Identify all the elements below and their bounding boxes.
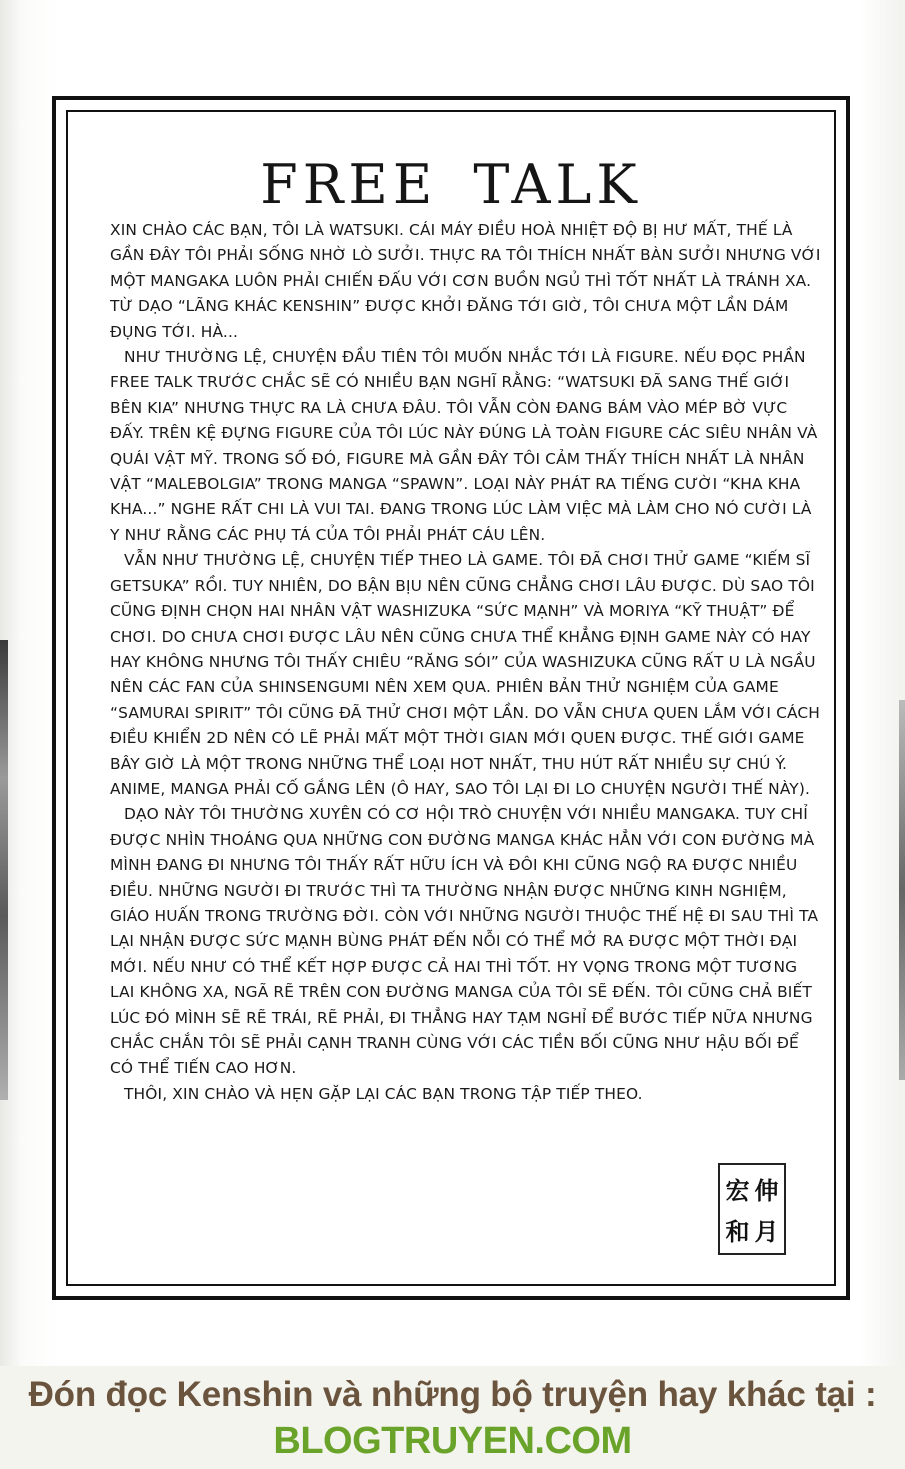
promo-text: Đón đọc Kenshin và những bộ truyện hay khác tại : [28, 1375, 877, 1414]
paragraph-3: VẪN NHƯ THƯỜNG LỆ, CHUYỆN TIẾP THEO LÀ GAME. TÔI ĐÃ CHƠI THỬ GAME “KIẾM SĨ GETSUKA” RỒI. TUY NHIÊN, DO BẬN BỊU NÊN CŨNG CHẲNG CHƠI LÂU ĐƯỢC. DÙ SAO TÔI CŨNG ĐỊNH CHỌN HAI NHÂN VẬT WASHIZUKA “SỨC MẠNH” VÀ MORIYA “KỸ THUẬT” ĐỂ CHƠI. DO CHƯA CHƠI ĐƯỢC LÂU NÊN CŨNG CHƯA THỂ KHẲNG ĐỊNH GAME NÀY CÓ HAY HAY KHÔNG NHƯNG TÔI THẤY CHIÊU “RĂNG SÓI” CỦA WASHIZUKA CŨNG RẤT U LÀ NGẦU NÊN CÁC FAN CỦA SHINSENGUMI NÊN XEM QUA. PHIÊN BẢN THỬ NGHIỆM CỦA GAME “SAMURAI SPIRIT” TÔI CŨNG ĐÃ THỬ CHƠI MỘT LẦN. DO VẪN CHƯA QUEN LẮM VỚI CÁCH ĐIỀU KHIỂN 2D NÊN CÓ LẼ PHẢI MẤT MỘT THỜI GIAN MỚI QUEN ĐƯỢC. THẾ GIỚI GAME BÂY GIỜ LÀ MỘT TRONG NHỮNG THỂ LOẠI HOT NHẤT, THU HÚT RẤT NHIỀU SỰ CHÚ Ý. ANIME, MANGA PHẢI CỐ GẮNG LÊN (Ô HAY, SAO TÔI LẠI ĐI LO CHUYỆN NGƯỜI THẾ NÀY). [110, 551, 820, 798]
author-seal-stamp [718, 1163, 786, 1255]
seal-glyph: 月 [754, 1217, 779, 1246]
page-title: FREE TALK [260, 153, 642, 216]
paragraph-5: THÔI, XIN CHÀO VÀ HẸN GẶP LẠI CÁC BẠN TRONG TẬP TIẾP THEO. [124, 1084, 643, 1103]
seal-glyph: 伸 [754, 1176, 779, 1205]
seal-glyph: 和 [725, 1217, 750, 1246]
site-link[interactable]: BLOGTRUYEN.COM [273, 1420, 632, 1462]
paragraph-4: DẠO NÀY TÔI THƯỜNG XUYÊN CÓ CƠ HỘI TRÒ CHUYỆN VỚI NHIỀU MANGAKA. TUY CHỈ ĐƯỢC NHÌN THOÁNG QUA NHỮNG CON ĐƯỜNG MANGA KHÁC HẲN VỚI CON ĐƯỜNG MÀ MÌNH ĐANG ĐI NHƯNG TÔI THẤY RẤT HỮU ÍCH VÀ ĐÔI KHI CŨNG NGỘ RA ĐƯỢC NHIỀU ĐIỀU. NHỮNG NGƯỜI ĐI TRƯỚC THÌ TA THƯỜNG NHẬN ĐƯỢC NHỮNG KINH NGHIỆM, GIÁO HUẤN TRONG TRƯỜNG ĐỜI. CÒN VỚI NHỮNG NGƯỜI THUỘC THẾ HỆ ĐI SAU THÌ TA LẠI NHẬN ĐƯỢC SỨC MẠNH BÙNG PHÁT ĐẾN NỖI CÓ THỂ MỞ RA ĐƯỢC MỘT THỜI ĐẠI MỚI. NẾU NHƯ CÓ THỂ KẾT HỢP ĐƯỢC CẢ HAI THÌ TỐT. HY VỌNG TRONG MỘT TƯƠNG LAI KHÔNG XA, NGÃ RẼ TRÊN CON ĐƯỜNG MANGA CỦA TÔI SẼ ĐẾN. TÔI CŨNG CHẢ BIẾT LÚC ĐÓ MÌNH SẼ RẼ TRÁI, RẼ PHẢI, ĐI THẲNG HAY TẠM NGHỈ ĐỂ BƯỚC TIẾP NỮA NHƯNG CHẮC CHẮN TÔI SẼ PHẢI CẠNH TRANH CÙNG VỚI CÁC TIỀN BỐI CŨNG NHƯ HẬU BỐI ĐỂ CÓ THỂ TIẾN CAO HƠN. [110, 805, 819, 1078]
paragraph-2: NHƯ THƯỜNG LỆ, CHUYỆN ĐẦU TIÊN TÔI MUỐN NHẮC TỚI LÀ FIGURE. NẾU ĐỌC PHẦN FREE TALK TRƯỚC CHẮC SẼ CÓ NHIỀU BẠN NGHĨ RẰNG: “WATSUKI ĐÃ SANG THẾ GIỚI BÊN KIA” NHƯNG THỰC RA LÀ CHƯA ĐÂU. TÔI VẪN CÒN ĐANG BÁM VÀO MÉP BỜ VỰC ĐẤY. TRÊN KỆ ĐỰNG FIGURE CỦA TÔI LÚC NÀY ĐÚNG LÀ TOÀN FIGURE CÁC SIÊU NHÂN VÀ QUÁI VẬT MỸ. TRONG SỐ ĐÓ, FIGURE MÀ GẦN ĐÂY TÔI CẢM THẤY THÍCH NHẤT LÀ NHÂN VẬT “MALEBOLGIA” TRONG MANGA “SPAWN”. LOẠI NÀY PHÁT RA TIẾNG CƯỜI “KHA KHA KHA...” NGHE RẤT CHI LÀ VUI TAI. ĐANG TRONG LÚC LÀM VIỆC MÀ LÀM CHO NÓ CƯỜI LÀ Y NHƯ RẰNG CÁC PHỤ TÁ CỦA TÔI PHẢI PHÁT CÁU LÊN. [110, 348, 818, 544]
free-talk-body [110, 218, 822, 1107]
seal-glyph: 宏 [725, 1176, 750, 1205]
paragraph-1: XIN CHÀO CÁC BẠN, TÔI LÀ WATSUKI. CÁI MÁY ĐIỀU HOÀ NHIỆT ĐỘ BỊ HƯ MẤT, THẾ LÀ GẦN ĐÂY TÔI PHẢI SỐNG NHỜ LÒ SƯỞI. THỰC RA TÔI THÍCH NHẤT BÀN SƯỞI NHƯNG VỚI MỘT MANGAKA LUÔN PHẢI CHIẾN ĐẤU VỚI CƠN BUỒN NGỦ THÌ TỐT NHẤT LÀ TRÁNH XA. TỪ DẠO “LÃNG KHÁC KENSHIN” ĐƯỢC KHỞI ĐĂNG TỚI GIỜ, TÔI CHƯA MỘT LẦN DÁM ĐỤNG TỚI. HÀ... [110, 221, 821, 341]
adjacent-page-edge-left [0, 640, 8, 1100]
adjacent-page-edge-right [899, 700, 905, 1080]
